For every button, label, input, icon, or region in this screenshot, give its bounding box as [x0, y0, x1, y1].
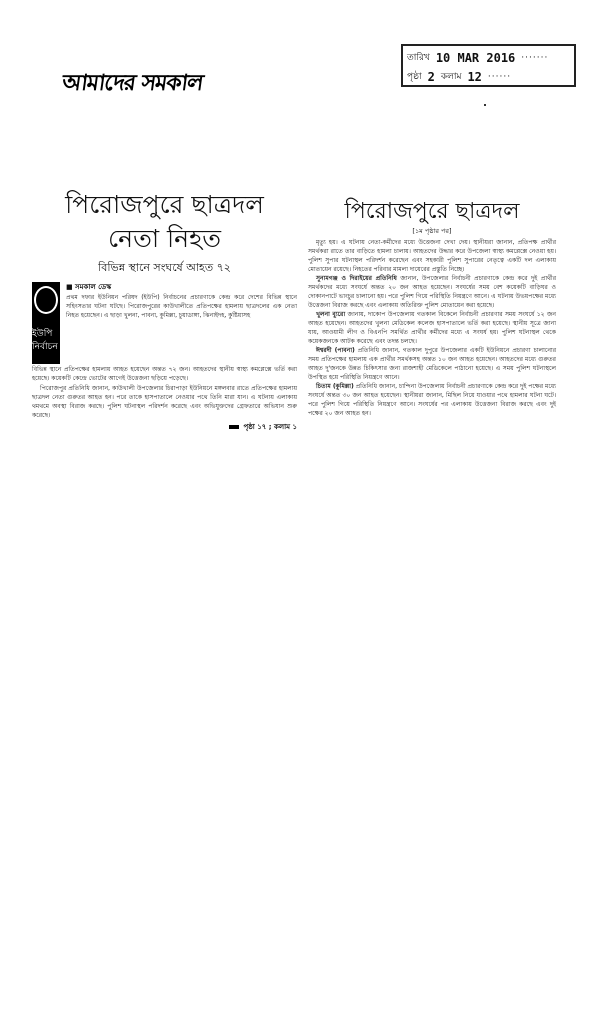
paragraph-lead: খুলনা ব্যুরো — [316, 311, 346, 318]
stamp-date-row — [407, 48, 570, 67]
paragraph-text: প্রতিনিধি জানান, চান্দিনা উপজেলায় নির্বাচনী প্রচারণাকে কেন্দ্র করে দুই পক্ষের মধ্যে সংঘর্ষে অন্তত ৩০ জন আহত হয়েছেন। স্থানীয়রা জানান, মিছিল নিয়ে যাওয়ার পথে হামলার ঘটনা ঘটে। পরে পুলিশ গিয়ে পরিস্থিতি নিয়ন্ত্রণে আনে। সংঘর্ষের পর এলাকায় উত্তেজনা বিরাজ করছে এবং দুই পক্ষের ২০ জন আহত হন। — [308, 383, 556, 417]
right-body — [308, 238, 556, 418]
paragraph-lead: ঈশ্বরদী (পাবনা) — [316, 347, 355, 354]
left-headline — [32, 188, 297, 256]
continued-from: [১ম পৃষ্ঠার পর] — [412, 227, 452, 235]
newspaper-masthead: আমাদের সমকাল — [60, 70, 205, 96]
paragraph-lead: সুনামগঞ্জ ও দিরাইয়ের প্রতিনিধি — [316, 275, 397, 282]
paragraph-text: জানায়, দাকোপ উপজেলায় গতকাল বিকেলে নির্বাচনী প্রচারণার সময় সংঘর্ষে ১২ জন আহত হয়েছেন। আহতদের খুলনা মেডিকেল কলেজ হাসপাতালে ভর্তি করা হয়েছে। স্থানীয় সূত্রে জানা যায়, আওয়ামী লীগ ও বিএনপি সমর্থিত প্রার্থীর কর্মীদের মধ্যে এ সংঘর্ষ হয়। পুলিশ ঘটনাস্থল থেকে কয়েকজনকে আটক করেছে এবং তদন্ত চলছে। — [308, 311, 556, 345]
jump-line — [32, 422, 297, 432]
right-article — [308, 198, 556, 418]
logo-circle-icon — [34, 286, 58, 314]
left-headline-line1: পিরোজপুরে ছাত্রদল — [65, 190, 264, 219]
left-subhead: বিভিন্ন স্থানে সংঘর্ষে আহত ৭২ — [98, 261, 231, 274]
stamp-page-row — [407, 67, 570, 86]
photo-caption: ইউপি নির্বাচন — [32, 329, 58, 352]
paragraph — [308, 238, 556, 274]
jump-text: পৃষ্ঠা ১৭ ; কলাম ১ — [243, 423, 297, 431]
stamp-page-value: 2 — [427, 69, 435, 84]
stamp-dots: ······ — [487, 71, 512, 82]
right-headline: পিরোজপুরে ছাত্রদল — [344, 199, 520, 224]
left-body-main: বিভিন্ন স্থানে প্রতিপক্ষের হামলায় আহত হয়েছেন অন্তত ৭২ জন। আহতদের স্থানীয় স্বাস্থ্য কমপ্লেক্সে ভর্তি করা হয়েছে। কয়েকটি কেন্দ্রে ভোটের আগেই উত্তেজনা ছড়িয়ে পড়েছে। — [32, 366, 297, 382]
left-article — [32, 188, 297, 432]
stamp-page-label: পৃষ্ঠা — [407, 72, 422, 82]
byline: ■ সমকাল ডেস্ক — [66, 283, 112, 291]
scan-speck — [484, 104, 486, 106]
stamp-date-value: 10 MAR 2016 — [435, 50, 516, 65]
paragraph — [308, 346, 556, 382]
paragraph-text: প্রতিনিধি জানান, গতকাল দুপুরে উপজেলার একটি ইউনিয়নে প্রচারণা চালানোর সময় প্রতিপক্ষের হামলায় এক প্রার্থীর সমর্থকসহ অন্তত ১০ জন আহত হয়েছেন। আহতদের মধ্যে গুরুতর আহত দু'জনকে উন্নত চিকিৎসার জন্য রাজশাহী মেডিকেলে পাঠানো হয়েছে। এ সময় পুলিশ ঘটনাস্থলে উপস্থিত হয়ে পরিস্থিতি নিয়ন্ত্রণে আনে। — [308, 347, 557, 381]
left-body-second: পিরোজপুর প্রতিনিধি জানান, কাউখালী উপজেলার চিরাপাড়া ইউনিয়নে মঙ্গলবার রাতে প্রতিপক্ষের হামলায় ছাত্রদল নেতা গুরুতর আহত হন। পরে তাকে হাসপাতালে নেওয়ার পথে তিনি মারা যান। এ ঘটনায় এলাকায় থমথমে অবস্থা বিরাজ করছে। পুলিশ ঘটনাস্থল পরিদর্শন করেছে এবং অভিযুক্তদের গ্রেফতারে অভিযান শুরু করেছে। — [32, 385, 297, 419]
paragraph-text: জানান, উপজেলার নির্বাচনী প্রচারণাকে কেন্দ্র করে দুই প্রার্থীর সমর্থকদের মধ্যে সংঘর্ষে অন্তত ২০ জন আহত হয়েছেন। সংঘর্ষের সময় বেশ কয়েকটি বাড়িঘর ও দোকানপাটে ভাংচুর চালানো হয়। পরে পুলিশ গিয়ে পরিস্থিতি নিয়ন্ত্রণে আনে। এ ঘটনায় উভয়পক্ষের মধ্যে উত্তেজনা বিরাজ করছে এবং এলাকায় অতিরিক্ত পুলিশ মোতায়েন করা হয়েছে। — [308, 275, 556, 309]
paragraph — [308, 274, 556, 310]
left-top-text — [66, 282, 297, 320]
stamp-column-value: 12 — [467, 69, 482, 84]
jump-marker-icon — [229, 425, 239, 429]
stamp-date-label: তারিখ — [407, 53, 430, 63]
archive-stamp — [401, 44, 576, 87]
paragraph-lead: চিতাম (কুমিল্লা) — [316, 383, 354, 390]
paragraph — [308, 310, 556, 346]
paragraph — [308, 382, 556, 418]
stamp-column-label: কলাম — [440, 72, 462, 82]
paragraph-text: মৃত্যু হয়। এ ঘটনায় নেতা-কর্মীদের মধ্যে উত্তেজনা দেখা দেয়। স্থানীয়রা জানান, প্রতিপক্ষ প্রার্থীর সমর্থকরা রাতে তার বাড়িতে হামলা চালায়। আহতদের উদ্ধার করে উপজেলা স্বাস্থ্য কমপ্লেক্সে নেওয়া হয়। পুলিশ সুপার ঘটনাস্থল পরিদর্শন করেছেন এবং সহকারী পুলিশ সুপারের নেতৃত্বে একটি দল এলাকায় মোতায়েন রয়েছে। নিহতের পরিবার মামলা দায়েরের প্রস্তুতি নিচ্ছে। — [308, 239, 556, 273]
left-top-block — [32, 282, 297, 364]
left-body-top: প্রথম দফার ইউনিয়ন পরিষদ (ইউপি) নির্বাচনের প্রচারণাকে কেন্দ্র করে দেশের বিভিন্ন স্থানে সহিংসতার ঘটনা ঘটছে। পিরোজপুরের কাউখালীতে প্রতিপক্ষের হামলায় ছাত্রদলের এক নেতা নিহত হয়েছেন। এ ছাড়া খুলনা, পাবনা, কুমিল্লা, চুয়াডাঙ্গা, ঝিনাইদহ, কুষ্টিয়াসহ — [66, 294, 297, 319]
election-logo-image — [32, 282, 60, 364]
stamp-dots: ······· — [521, 52, 549, 63]
left-headline-line2: নেতা নিহত — [108, 224, 221, 253]
